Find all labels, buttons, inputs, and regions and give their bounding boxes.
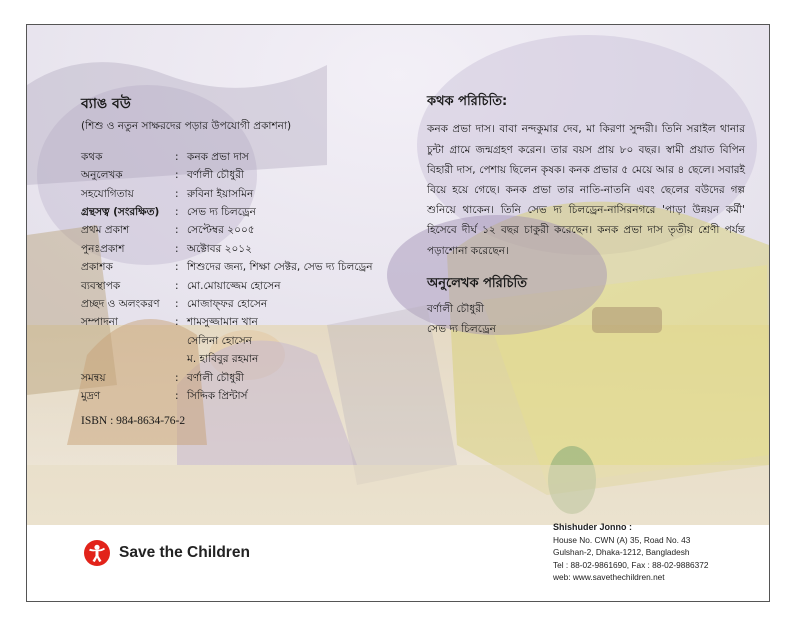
credit-key: পুনঃপ্রকাশ <box>81 242 125 255</box>
publisher-address <box>553 521 708 584</box>
credit-value: বর্ণালী চৌধুরী <box>187 371 244 384</box>
credit-key: গ্রন্থসত্ব (সংরক্ষিত) <box>81 206 160 219</box>
credit-value: রুবিনা ইয়াসমিন <box>187 187 254 200</box>
credit-key: প্রথম প্রকাশ <box>81 224 130 237</box>
credit-row <box>81 313 381 331</box>
narrator-section <box>427 93 745 339</box>
save-the-children-logo-icon <box>83 539 111 567</box>
address-line: Gulshan-2, Dhaka-1212, Bangladesh <box>553 547 690 558</box>
credit-separator: : <box>175 390 179 403</box>
logo-text: Save the Children <box>119 544 250 561</box>
credit-key: সম্পাদনা <box>81 316 118 329</box>
credit-value: শামসুজ্জামান খান <box>187 316 258 329</box>
book-subtitle: (শিশু ও নতুন সাক্ষরদের পড়ার উপযোগী প্রকাশনা) <box>81 120 292 133</box>
credit-separator: : <box>175 224 179 237</box>
credit-key: প্রচ্ছদ ও অলংকরণ <box>81 298 160 311</box>
narrator-paragraph: কনক প্রভা দাস। বাবা নন্দকুমার দেব, মা কিরণা সুন্দরী। তিনি সরাইল থানার চুন্টা গ্রামে জন্মগ্রহণ করেন। তার বয়স প্রায় ৮০ বছর। স্বামী প্রয়াত বিপিন বিহারী দাস, পেশায় ছিলেন কৃষক। কনক প্রভার ৫ মেয়ে আর ৪ ছেলে। সবারই বিয়ে হয়ে গেছে। কনক প্রভা তার নাতি-নাতনি এবং ছেলের বউদের গল্প শুনিয়ে থাকেন। তিনি সেভ দ্য চিলড্রেন-নাসিরনগরে 'পাড়া উন্নয়ন কর্মী' হিসেবে দীর্ঘ ১২ বছর চাকুরী করেছেন। কনক প্রভা দাস তৃতীয় শ্রেণী পর্যন্ত পড়াশোনা করেছেন। <box>427 123 745 257</box>
address-line: House No. CWN (A) 35, Road No. 43 <box>553 534 691 545</box>
credit-value: সিদ্দিক প্রিন্টার্স <box>187 390 248 403</box>
credit-value: মো.মোয়াজ্জেম হোসেন <box>187 279 281 292</box>
credit-row <box>81 221 381 239</box>
credit-value: শিশুদের জন্য, শিক্ষা সেক্টর, সেভ দ্য চিলড্রেন <box>187 261 373 274</box>
credit-separator <box>175 332 187 350</box>
credit-separator: : <box>175 279 179 292</box>
credit-row <box>81 240 381 258</box>
credit-row <box>81 185 381 203</box>
address-line: Tel : 88-02-9861690, Fax : 88-02-9886372 <box>553 559 709 570</box>
address-web: web: www.savethechildren.net <box>553 572 665 583</box>
credits-block <box>81 95 381 430</box>
credit-row <box>81 277 381 295</box>
credit-key: অনুলেখক <box>81 169 123 182</box>
credit-key: সহযোগিতায় <box>81 187 134 200</box>
book-title: ব্যাঙ বউ <box>81 96 131 112</box>
credit-separator: : <box>175 169 179 182</box>
credit-separator: : <box>175 150 179 163</box>
credit-value: ম. হাবিবুর রহমান <box>187 353 259 366</box>
credit-key: মুদ্রণ <box>81 390 101 403</box>
credit-row <box>81 166 381 184</box>
credit-value: সেপ্টেম্বর ২০০৫ <box>187 224 255 237</box>
isbn-text: ISBN : 984-8634-76-2 <box>81 414 186 427</box>
credit-row <box>81 258 381 276</box>
credit-separator: : <box>175 261 179 274</box>
credit-value: কনক প্রভা দাস <box>187 150 249 163</box>
credit-separator <box>175 350 187 368</box>
writer-name: বর্ণালী চৌধুরী <box>427 303 484 316</box>
credit-key <box>81 332 175 350</box>
credit-value: সেলিনা হোসেন <box>187 334 252 347</box>
credit-key: কথক <box>81 150 103 163</box>
credit-value: মোজাফ্ফর হোসেন <box>187 298 268 311</box>
writer-heading: অনুলেখক পরিচিতি <box>427 275 527 291</box>
credit-key: সমন্বয় <box>81 371 106 384</box>
save-the-children-logo <box>83 539 250 567</box>
credit-key: ব্যবস্থাপক <box>81 279 121 292</box>
credit-key <box>81 350 175 368</box>
credit-value: অক্টোবর ২০১২ <box>187 242 252 255</box>
credit-row <box>81 369 381 387</box>
credit-row <box>81 295 381 313</box>
credit-separator: : <box>175 371 179 384</box>
page-frame <box>26 24 770 602</box>
credit-value: বর্ণালী চৌধুরী <box>187 169 244 182</box>
credit-separator: : <box>175 187 179 200</box>
writer-org: সেভ দ্য চিলড্রেন <box>427 323 496 336</box>
credit-key: প্রকাশক <box>81 261 113 274</box>
credit-separator: : <box>175 298 179 311</box>
credit-separator: : <box>175 206 179 219</box>
credit-row <box>81 148 381 166</box>
credit-separator: : <box>175 316 179 329</box>
credit-separator: : <box>175 242 179 255</box>
credit-value: সেভ দ্য চিলড্রেন <box>187 206 256 219</box>
credit-row <box>81 332 381 350</box>
address-name: Shishuder Jonno : <box>553 522 633 532</box>
credit-row <box>81 203 381 221</box>
credit-row <box>81 350 381 368</box>
narrator-heading: কথক পরিচিতি: <box>427 94 508 109</box>
credit-row <box>81 387 381 405</box>
